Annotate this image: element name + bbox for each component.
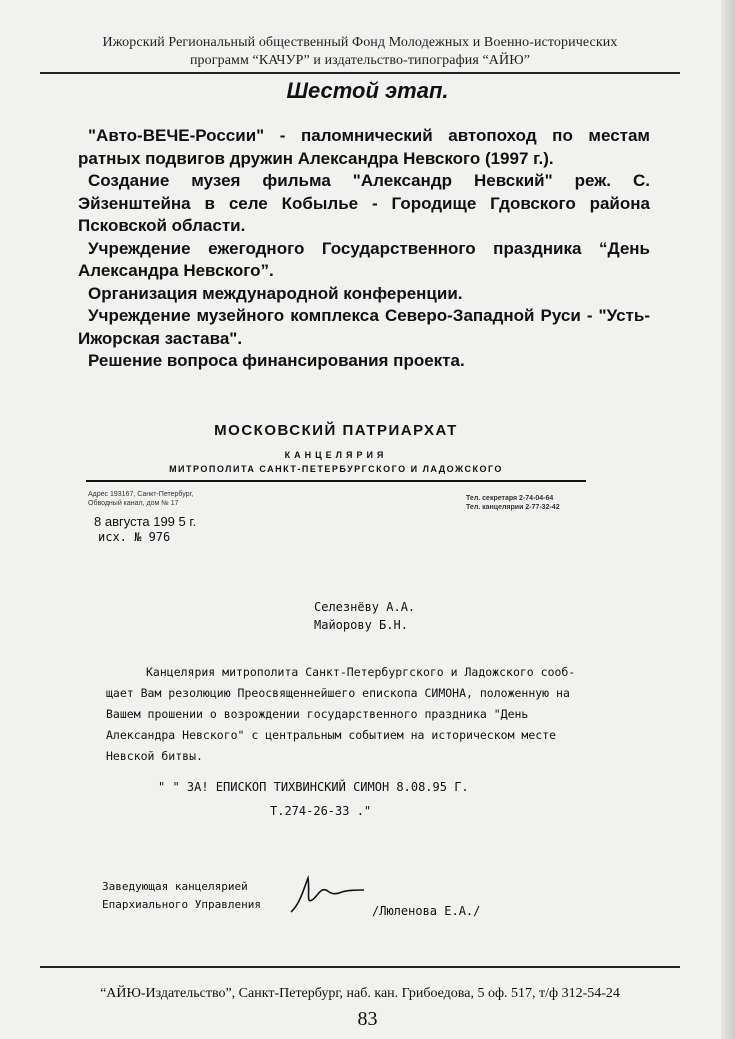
letter-body-line: Канцелярия митрополита Санкт-Петербургского и Ладожского сооб- bbox=[146, 665, 576, 679]
plan-item: Организация международной конференции. bbox=[88, 283, 463, 303]
plan-list bbox=[78, 125, 650, 373]
signer-name: /Люленова Е.А./ bbox=[372, 904, 481, 918]
letter-office: КАНЦЕЛЯРИЯ bbox=[284, 450, 388, 460]
scan-edge bbox=[721, 0, 735, 1039]
letter-body-line: Александра Невского" с центральным событием на историческом месте bbox=[106, 728, 557, 742]
letterhead-rule bbox=[86, 480, 586, 482]
phone-office: Тел. канцелярии 2-77-32-42 bbox=[466, 504, 560, 511]
plan-item: "Авто-ВЕЧЕ-России" - паломнический автопоход по местам ратных подвигов дружин Александра Невского (1997 г.). bbox=[78, 126, 650, 168]
letter-metropolitan: МИТРОПОЛИТА САНКТ-ПЕТЕРБУРГСКОГО И ЛАДОЖСКОГО bbox=[169, 464, 503, 474]
footer-rule bbox=[40, 966, 680, 968]
letter-date: 8 августа 199 5 г. bbox=[94, 514, 197, 529]
address-line: Обводный канал, дом № 17 bbox=[88, 500, 179, 507]
header-rule bbox=[40, 72, 680, 74]
handwritten-signature bbox=[286, 870, 366, 920]
footer-text: “АЙЮ-Издательство”, Санкт-Петербург, наб. кан. Грибоедова, 5 оф. 517, т/ф 312-54-24 bbox=[100, 986, 620, 1001]
address-line: Адрес 193167, Санкт-Петербург, bbox=[88, 491, 194, 498]
letter-body bbox=[106, 662, 586, 767]
plan-item: Решение вопроса финансирования проекта. bbox=[88, 351, 465, 370]
letter-addressees bbox=[314, 598, 415, 634]
addressee: Селезнёву А.А. bbox=[314, 600, 416, 614]
page-number: 83 bbox=[357, 1008, 378, 1030]
letter-outgoing-number: исх. № 976 bbox=[98, 530, 171, 544]
plan-item: Создание музея фильма "Александр Невский" реж. С. Эйзенштейна в селе Кобылье - Городище Гдовского района Псковской области. bbox=[78, 171, 650, 235]
header-line-1: Ижорский Региональный общественный Фонд Молодежных и Военно-исторических bbox=[102, 35, 618, 50]
stage-title: Шестой этап. bbox=[286, 78, 449, 103]
letter-body-line: Невской битвы. bbox=[106, 749, 203, 763]
plan-item: Учреждение ежегодного Государственного праздника “День Александра Невского”. bbox=[78, 238, 650, 280]
plan-item: Учреждение музейного комплекса Северо-Западной Руси - "Усть-Ижорская застава". bbox=[78, 306, 650, 348]
letter-org: МОСКОВСКИЙ ПАТРИАРХАТ bbox=[214, 422, 458, 439]
letter-phone-note: Т.274-26-33 ." bbox=[270, 804, 372, 818]
header-line-2: программ “КАЧУР” и издательство-типография “АЙЮ” bbox=[189, 53, 531, 68]
addressee: Майорову Б.Н. bbox=[314, 618, 408, 632]
letter-resolution: " " ЗА! ЕПИСКОП ТИХВИНСКИЙ СИМОН 8.08.95 Г. bbox=[158, 780, 469, 794]
signer-role-line: Заведующая канцелярией bbox=[102, 880, 248, 893]
signer-role bbox=[102, 878, 261, 914]
letter-address bbox=[88, 490, 193, 508]
phone-secretary: Тел. секретаря 2-74-04-64 bbox=[466, 495, 554, 502]
letter-body-line: щает Вам резолюцию Преосвященнейшего епископа СИМОНА, положенную на bbox=[106, 686, 570, 700]
letter-body-line: Вашем прошении о возрождении государственного праздника "День bbox=[106, 707, 529, 721]
letter-phones bbox=[466, 494, 560, 512]
signer-role-line: Епархиального Управления bbox=[102, 898, 261, 911]
